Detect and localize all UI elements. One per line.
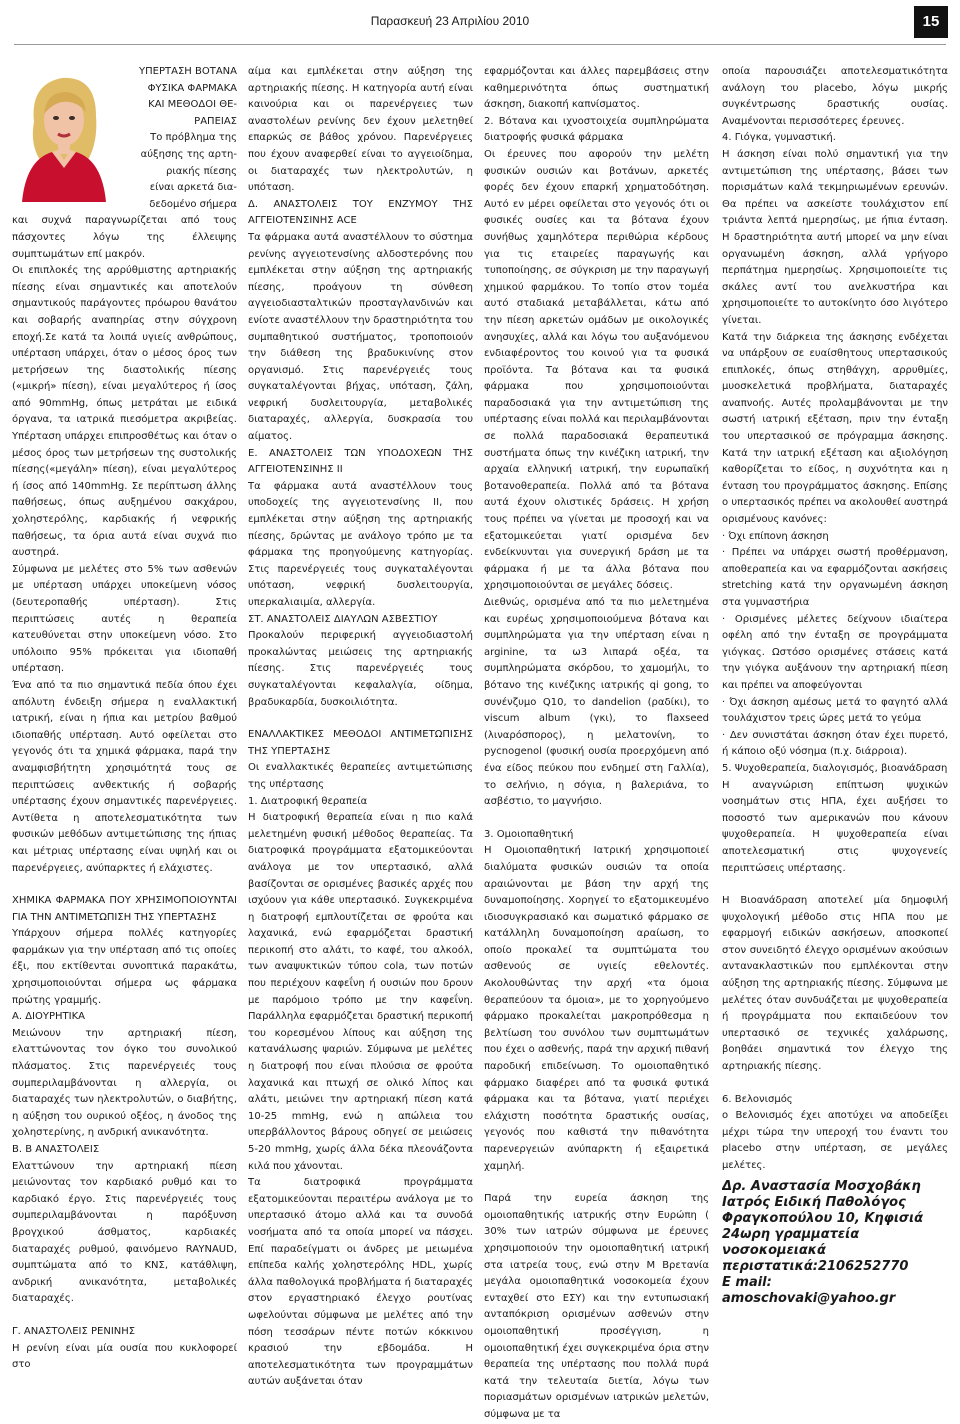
- paragraph: Ελαττώνουν την αρτηριακή πίεση μειώνοντας τον καρδιακό ρυθμό και το καρδιακό έργο. Στις παρενέργειές τους συμπεριλαμβάνονται η παρόξυνση βρογχικού άσθματος, καρδιακές διαταραχές ρυθμού, φαινόμενο RAYNAUD, συμπτώματα από το ΚΝΣ, κατάθλιψη, ανδρική ανικανότητα, μεταβολικές διαταραχές.: [12, 1160, 237, 1305]
- bullet-item: · Δεν συνιστάται άσκηση όταν έχει πυρετό, ή κάποιο οξύ νόσημα (π.χ. διάρροια).: [722, 729, 948, 758]
- bullet-item: · Όχι επίπονη άσκηση: [722, 530, 829, 542]
- paragraph: Προκαλούν περιφερική αγγειοδιαστολή προκαλώντας μειώσεις της αρτηριακής πίεσης. Στις παρενέργειές τους συγκαταλέγονται κεφαλαλγία, οίδημα, βραδυκαρδία, δυσκοιλιότητα.: [248, 630, 473, 708]
- title-line: ΚΑΙ ΜΕΘΟΔΟΙ ΘΕ-: [148, 99, 237, 111]
- section-heading: ΧΗΜΙΚΑ ΦΑΡΜΑΚΑ ΠΟΥ ΧΡΗΣΙΜΟΠΟΙΟΥΝΤΑΙ ΓΙΑ ΤΗΝ ΑΝΤΙΜΕΤΩΠΙΣΗ ΤΗΣ ΥΠΕΡΤΑΣΗΣ: [12, 895, 237, 923]
- paragraph: ο Βελονισμός έχει αποτύχει να αποδείξει μέχρι τώρα την υπεροχή του έναντι του placebo στην υπέρταση, σε μεγάλες μελέτες.: [722, 1110, 948, 1171]
- paragraph: Τα φάρμακα αυτά αναστέλλουν τους υποδοχείς της αγγειοτενσίνης ΙΙ, που εμπλέκεται στην αύξηση της αρτηριακής πίεσης, δρώντας με ανάλογο τρόπο με τα φάρμακα της προηγούμενης κατηγορίας. Στις παρενέργειές τους συγκαταλέγονται υπόταση, νεφρική δυσλειτουργία, υπερκαλιαιμία, αλλεργία.: [248, 480, 473, 608]
- paragraph: Διεθνώς, ορισμένα από τα πιο μελετημένα και ευρέως χρησιμοποιούμενα βότανα και συμπληρώματα για την υπέρταση είναι η arginine, τα ω3 λιπαρά οξέα, τα συμπληρώματα σκόρδου, το χαμομήλι, το βότανο της κινέζικης ιατρικής qi gong, το συνένζυμο Q10, το dandelion (ραδίκι), το viscum album (γκι), το flaxseed (λιναρόσπορος), η μελατονίνη, το pycnogenol (φυσική ουσία προερχόμενη από ένα είδος πεύκου που ενδημεί στη Γαλλία), το σελήνιο, η σόγια, η βαλεριάνα, το ασβέστιο, το μαγνήσιο.: [484, 597, 709, 808]
- section-heading: Ε. ΑΝΑΣΤΟΛΕΙΣ ΤΩΝ ΥΠΟΔΟΧΕΩΝ ΤΗΣ ΑΓΓΕΙΟΤΕΝΣΙΝΗΣ ΙΙ: [248, 447, 473, 476]
- paragraph: Παρά την ευρεία άσκηση της ομοιοπαθητικής ιατρικής στην Ευρώπη ( 30% των ιατρών σύμφωνα με έρευνες χρησιμοποιούν την ομοιοπαθητική ιατρική στα ιατρεία τους, ενώ στην Μ Βρετανία μεγάλα ομοιοπαθητικά νοσοκομεία έχουν ενταχθεί στο ΕΣΥ) και την εντυπωσιακή ανταπόκριση ορισμένων ασθενών στην ομοιοπαθητική προσέγγιση, η ομοιοπαθητική έχει συγκεκριμένα όρια στην θεραπεία της υπέρτασης που πολλά πυρά κατά την τελευταία διετία, λόγω των ποριασμάτων ορισμένων ιατρικών μελετών, σύμφωνα με τα: [484, 1193, 709, 1420]
- paragraph: Τα διατροφικά προγράμματα εξατομικεύονται περαιτέρω ανάλογα με το υπερτασικό άτομο αλλά και τα συνοδά νοσήματα από τα οποία μπορεί να πάσχει. Επί παραδείγματι οι άνδρες με μειωμένα επίπεδα καλής χοληστερόλης HDL, χωρίς άλλα παθολογικά προβλήματα ή διαταραχές στον εργαστηριακό έλεγχο ρουτίνας ωφελούνται σύμφωνα με μελέτες από την πόση τεσσάρων πέντε ποτών κόκκινου κρασιού την εβδομάδα. Η αποτελεσματικότητα των προγραμμάτων αυτών αυξάνεται όταν: [248, 1177, 473, 1388]
- bullet-item: · Ορισμένες μέλετες δείχνουν ιδιαίτερα οφέλη από την ένταξη σε προγράμματα γιόγκας. Ωστόσο ορισμένες στάσεις κατά την γιόγκα αυξάνουν την αρτηριακή πίεση και πρέπει να αποφεύγονται: [722, 613, 948, 691]
- section-heading: 1. Διατροφική θεραπεία: [248, 795, 368, 807]
- title-line: ΡΑΠΕΙΑΣ: [194, 115, 237, 127]
- signature-name: Δρ. Αναστασία Μοσχοβάκη: [722, 1178, 921, 1194]
- signature-address: Φραγκοπούλου 10, Κηφισιά: [722, 1210, 924, 1226]
- paragraph: Η ρενίνη είναι μία ουσία που κυκλοφορεί στο: [12, 1342, 237, 1371]
- issue-date: Παρασκευή 23 Απριλίου 2010: [370, 14, 530, 28]
- section-heading: Δ. ΑΝΑΣΤΟΛΕΙΣ ΤΟΥ ΕΝΖΥΜΟΥ ΤΗΣ ΑΓΓΕΙΟΤΕΝΣΙΝΗΣ ACE: [248, 198, 473, 227]
- signature-email: E mail: amoschovaki@yahoo.gr: [722, 1274, 896, 1306]
- author-signature: [722, 1179, 948, 1307]
- paragraph: Η διατροφική θεραπεία είναι η πιο καλά μελετημένη φυσική μέθοδος θεραπείας. Τα διατροφικά προγράμματα εξατομικεύονται ανάλογα με τον υπερτασικό, αλλά βασίζονται σε ορισμένες βασικές αρχές που ισχύουν για κάθε υπερτασικό. Συγκεκριμένα η διατροφή εμπλουτίζεται σε φρούτα και λαχανικά, ενώ εφαρμόζεται δραστική περικοπή στο αλάτι, το καφέ, του αλκοόλ, των αναψυκτικών τύπου cola, των ποτών που περιέχουν καφεΐνη ή ουσιών που δρουν με παρόμοιο τρόπο με την καφεΐνη. Παράλληλα εφαρμόζεται δραστική περικοπή του κορεσμένου λίπους και αύξηση της κατανάλωσης ψαριών. Σύμφωνα με μελέτες η διατροφή που είναι πλούσια σε φρούτα λαχανικά και πτωχή σε ολικό λίπος και αλάτι, μειώνει την αρτηριακή πίεση κατά 10-25 mmHg, ενώ η απώλεια του υπερβάλλοντος βάρους οδηγεί σε μειώσεις 5-20 mmHg, χωρίς άλλα δέκα πλεονάζοντα κιλά που χάνονται.: [248, 812, 473, 1172]
- paragraph: Η Βιοανάδραση αποτελεί μία δημοφιλή ψυχολογική μέθοδο στις ΗΠΑ που με εφαρμογή ειδικών ασκήσεων, αποσκοπεί στον συνειδητό έλεγχο ορισμένων ακούσιων αντανακλαστικών που εμπλέκονται στην αύξηση της αρτηριακής πίεσης. Σύμφωνα με μελέτες όταν συνδυάζεται με ψυχοθεραπεία ή προγράμματα που εκπαιδεύουν τον υπερτασικό σε τεχνικές χαλάρωσης, βοηθάει σημαντικά τον έλεγχο της αρτηριακής πίεσης.: [722, 895, 948, 1073]
- signature-title: Ιατρός Ειδική Παθολόγος: [722, 1194, 906, 1210]
- paragraph: εφαρμόζονται και άλλες παρεμβάσεις στην καθημερινότητα όπως συστηματική άσκηση, διακοπή καπνίσματος.: [484, 66, 709, 111]
- section-heading: 4. Γιόγκα, γυμναστική.: [722, 132, 836, 144]
- bullet-item: · Όχι άσκηση αμέσως μετά το φαγητό αλλά τουλάχιστον τρεις ώρες μετά το γεύμα: [722, 696, 948, 725]
- intro-line: αύξησης της αρτη-: [140, 148, 237, 160]
- intro-line: Το πρόβλημα της: [150, 132, 237, 144]
- paragraph: Υπάρχουν σήμερα πολλές κατηγορίες φαρμάκων για την υπέρταση από τις οποίες έξι, που εκτίθενται συνοπτικά παρακάτω, χρησιμοποιούνται σήμερα ως φάρμακα πρώτης γραμμής.: [12, 928, 237, 1006]
- paragraph: οποία παρουσιάζει αποτελεσματικότητα ανάλογη του placebo, λόγω μικρής συγκέντρωσης δραστικής ουσίας. Αναμένονται περισσότερες έρευνες.: [722, 66, 948, 127]
- paragraph: Σύμφωνα με μελέτες στο 5% των ασθενών με υπέρταση υπάρχει υποκείμενη νόσος (δευτεροπαθής υπέρταση). Στις περιπτώσεις αυτές η θεραπεία κατευθύνεται στην υποκείμενη νόσο. Στο υπόλοιπο 95% πρόκειται για ιδιοπαθή υπέρταση.: [12, 563, 237, 675]
- column-2: [248, 64, 473, 1391]
- paragraph: αίμα και εμπλέκεται στην αύξηση της αρτηριακής πίεσης. Η κατηγορία αυτή είναι καινούρια και οι παρενέργειες των αναστολέων ρενίνης δεν έχουν μελετηθεί επαρκώς σε βάθος χρόνου. Παρενέργειες που έχουν αναφερθεί είναι το αγγειοίδημα, οι διαταραχές των ηλεκτρολυτών, η υπόταση.: [248, 66, 473, 194]
- header-rule: [14, 44, 946, 45]
- section-heading: 5. Ψυχοθεραπεία, διαλογισμός, βιοανάδραση: [722, 762, 948, 774]
- column-4: [722, 64, 948, 1307]
- paragraph: Τα φάρμακα αυτά αναστέλλουν το σύστημα ρενίνης αγγειοτενσίνης αλδοστερόνης που εμπλέκεται στην αύξηση της αρτηριακής πίεσης, προάγουν τη σύνθεση αγγειοδιασταλτικών προσταγλανδινών και ενίοτε αναστέλλουν την δραστηριότητα του συμπαθητικού συστήματος, τροποποιούν την διάθεση της βραδυκινίνης στον οργανισμό. Στις παρενέργειές τους συγκαταλέγονται βήχας, υπόταση, ζάλη, νεφρική δυσλειτουργία, μεταβολικές διαταραχές, αλλεργία, δυσκρασία του αίματος.: [248, 231, 473, 443]
- paragraph: Οι έρευνες που αφορούν την μελέτη φυσικών ουσιών και βοτάνων, αρκετές φορές δεν έχουν επαρκή χρηματοδότηση. Αυτό εν μέρει οφείλεται στο γεγονός ότι οι φυσικές ουσίες και τα βότανα έχουν συνήθως χαμηλότερα περιθώρια κέρδους για τις εταιρείες παραγωγής και τυποποίησης, σε σύγκριση με την παραγωγή χημικού φαρμάκου. Το τοπίο στον τομέα αυτό σταδιακά μεταβάλλεται, κάτω από την πίεση αρκετών ομάδων με οικολογικές ανησυχίες, αλλά και λόγω του αυξανόμενου ενδιαφέροντος του κοινού για τα φυσικά προϊόντα. Τα βότανα και τα φυσικά φάρμακα που χρησιμοποιούνται παραδοσιακά για την αντιμετώπιση της υπέρτασης είναι πολλά και περιλαμβάνονται σε πολλά παραδοσιακά θεραπευτικά συστήματα όπως την κινέζικη ιατρική, την αρχαία ελληνική ιατρική, την ευρωπαϊκή βοτανοθεραπεία. Πολλά από τα βότανα αυτά έχουν ολιστικές δράσεις. Η χρήση τους πρέπει να γίνεται με προσοχή και να εξατομικεύεται γιατί ορισμένα δεν ενδείκνυνται για συνεργική δράση με τα φάρμακα ή με τα άλλα βότανα που χρησιμοποιούνται σε μεγάλες δόσεις.: [484, 148, 709, 592]
- section-heading: Γ. ΑΝΑΣΤΟΛΕΙΣ ΡΕΝΙΝΗΣ: [12, 1325, 136, 1337]
- intro-line: δεδομένο σήμερα: [149, 198, 237, 210]
- title-line: ΦΥΣΙΚΑ ΦΑΡΜΑΚΑ: [147, 82, 237, 94]
- signature-line: 24ωρη γραμματεία νοσοκομειακά: [722, 1226, 860, 1258]
- intro-line: ριακής πίεσης: [166, 165, 237, 177]
- paragraph: Μειώνουν την αρτηριακή πίεση, ελαττώνοντας τον όγκο του συνολικού πλάσματος. Στις παρενέργειές τους συμπεριλαμβάνονται η αλλεργία, οι διαταραχές των ηλεκτρολυτών, ο διαβήτης, η αύξηση του ουρικού οξέος, η άνοδος της χοληστερίνης, η ανδρική ανικανότητα.: [12, 1027, 237, 1139]
- section-heading: ΕΝΑΛΛΑΚΤΙΚΕΣ ΜΕΘΟΔΟΙ ΑΝΤΙΜΕΤΩΠΙΣΗΣ ΤΗΣ ΥΠΕΡΤΑΣΗΣ: [248, 729, 473, 757]
- section-heading: ΣΤ. ΑΝΑΣΤΟΛΕΙΣ ΔΙΑΥΛΩΝ ΑΣΒΕΣΤΙΟΥ: [248, 613, 438, 625]
- paragraph: Κατά την διάρκεια της άσκησης ενδέχεται να υπάρξουν σε ευαίσθητους υπερτασικούς επιπλοκές, όπως στηθάγχη, αρρυθμίες, μυοσκελετικά προβλήματα, διαταραχές αναπνοής. Αυτές προλαμβάνονται με την σωστή ιατρική εξέταση, πριν την ένταξη του υπερτασικού σε πρόγραμμα άσκησης. Κατά την ιατρική εξέταση και αξιολόγηση καθορίζεται το είδος, η συχνότητα και η ένταση του προγράμματος άσκησης. Επίσης ο υπερτασικός πρέπει να ακολουθεί αυστηρά ορισμένους κανόνες:: [722, 331, 948, 526]
- intro-line: είναι αρκετά δια-: [149, 182, 237, 194]
- section-heading: Β. Β ΑΝΑΣΤΟΛΕΙΣ: [12, 1144, 100, 1155]
- section-heading: Α. ΔΙΟΥΡΗΤΙΚΑ: [12, 1011, 85, 1023]
- section-heading: 6. Βελονισμός: [722, 1093, 793, 1105]
- paragraph: Η άσκηση είναι πολύ σημαντική για την αντιμετώπιση της υπέρτασης, βάσει των πορισμάτων καλά τεκμηριωμένων ερευνών. Θα πρέπει να ασκείστε τουλάχιστον επί τριάντα λεπτά ημερησίως, με ήπια ένταση. Η δραστηριότητα αυτή μπορεί να μην είναι οργανωμένη άσκηση, αλλά γρήγορο περπάτημα ημερησίως. Χρησιμοποιείτε τις σκάλες αντί του ανελκυστήρα και χρησιμοποιείτε το αυτοκίνητο όσο λιγότερο γίνεται.: [722, 148, 948, 326]
- paragraph: Ένα από τα πιο σημαντικά πεδία όπου έχει απόλυτη ένδειξη σήμερα η εναλλακτική ιατρική, είναι η ήπια και μετρίου βαθμού ιδιοπαθής υπέρταση. Αυτό οφείλεται στο γεγονός ότι τα χημικά φάρμακα, παρά την αναμφισβήτητη χρησιμότητά τους σε περιπτώσεις ανθεκτικής ή σοβαρής υπέρτασης έχουν σημαντικές παρενέργειες. Αντίθετα η αποτελεσματικότητα των φυσικών μεθόδων αντιμετώπισης της ήπιας και μέτριας υπέρτασης είναι υψηλή και οι παρενέργειες, ανύπαρκτες ή ελάχιστες.: [12, 679, 237, 874]
- paragraph: Η αναγνώριση επίπτωση ψυχικών νοσημάτων στις ΗΠΑ, έχει αυξήσει το ποσοστό των αμερικανών που κάνουν ψυχοθεραπεία. Η ψυχοθεραπεία είναι αποτελεσματική στις ψυχογενείς περιπτώσεις υπέρτασης.: [722, 779, 948, 874]
- page-header: [0, 0, 960, 42]
- section-heading: 3. Ομοιοπαθητική: [484, 828, 574, 840]
- page-number: 15: [914, 6, 948, 38]
- paragraph: Η Ομοιοπαθητική Ιατρική χρησιμοποιεί διαλύματα φυσικών ουσιών τα οποία αραιώνονται με βάση την αρχή της δυναμοποίησης. Χορηγεί το εξατομικευμένο ιδιοσυγκρασιακό και σωματικό φάρμακο σε κατάλληλη δυναμοποίηση αραίωση, το οποίο προκαλεί τα συμπτώματα του ασθενούς σε υγιείς εθελοντές. Ακολουθώντας την αρχή «τα όμοια θεραπεύουν τα όμοια», με το χορηγούμενο φάρμακο προκαλείται μακροπρόθεσμα η βελτίωση του συνόλου των συμπτωμάτων που έχει ο ασθενής, παρά την αρχική πιθανή παροδική επιδείνωση. Το ομοιοπαθητικό φάρμακο διαφέρει από τα φυσικά φυτικά φάρμακα και τα βότανα, γιατί περιέχει ελάχιστη ποσότητα δραστικής ουσίας, γεγονός που καθιστά την πιθανότητα παρενεργειών ανύπαρκτη ή εξαιρετικά χαμηλή.: [484, 845, 709, 1172]
- section-heading: 2. Βότανα και ιχνοστοιχεία συμπληρώματα διατροφής φυσικά φάρμακα: [484, 115, 709, 144]
- column-1: [12, 64, 237, 1374]
- column-3: [484, 64, 709, 1424]
- bullet-item: · Πρέπει να υπάρχει σωστή προθέρμανση, αποθεραπεία και να εφαρμόζονται ασκήσεις stretching κατά την οργανωμένη άσκηση στα γυμναστήρια: [722, 547, 948, 608]
- paragraph: Οι επιπλοκές της αρρύθμιστης αρτηριακής πίεσης είναι σημαντικές και αποτελούν σημαντικούς παράγοντες πρόωρου θανάτου και σοβαρής αναπηρίας στην σύγχρονη εποχή.Σε κατά τα λοιπά υγιείς ανθρώπους, υπέρταση υπάρχει, όταν ο μέσος όρος των μετρήσεων της διαστολικής πίεσης («μικρή» πίεση), είναι μεγαλύτερος ή ίσος από 90mmHg, όπως μετράται με ειδικά όργανα, τα ιατρικά πιεσόμετρα ακριβείας. Υπέρταση υπάρχει επιπροσθέτως και όταν ο μέσος όρος των μετρήσεων της συστολικής πίεσης(«μεγάλη» πίεση), είναι μεγαλύτερος ή ίσος από 140mmHg. Σε περίπτωση άλλης παθήσεως, όπως αυξημένου σακχάρου, χοληστερόλης, καρδιακής ή νεφρικής παθήσεως, τα όρια αυτά είναι συχνά πιο αυστηρά.: [12, 265, 237, 559]
- paragraph: Οι εναλλακτικές θεραπείες αντιμετώπισης της υπέρτασης: [248, 762, 473, 790]
- title-line: ΥΠΕΡΤΑΣΗ ΒΟΤΑΝΑ: [139, 66, 237, 77]
- author-photo: [12, 64, 114, 202]
- paragraph: και συχνά παραγνωρίζεται από τους πάσχοντες λόγω της έλλειψης συμπτωμάτων επί μακρόν.: [12, 215, 237, 260]
- signature-phone: περιστατικά:2106252770: [722, 1258, 909, 1274]
